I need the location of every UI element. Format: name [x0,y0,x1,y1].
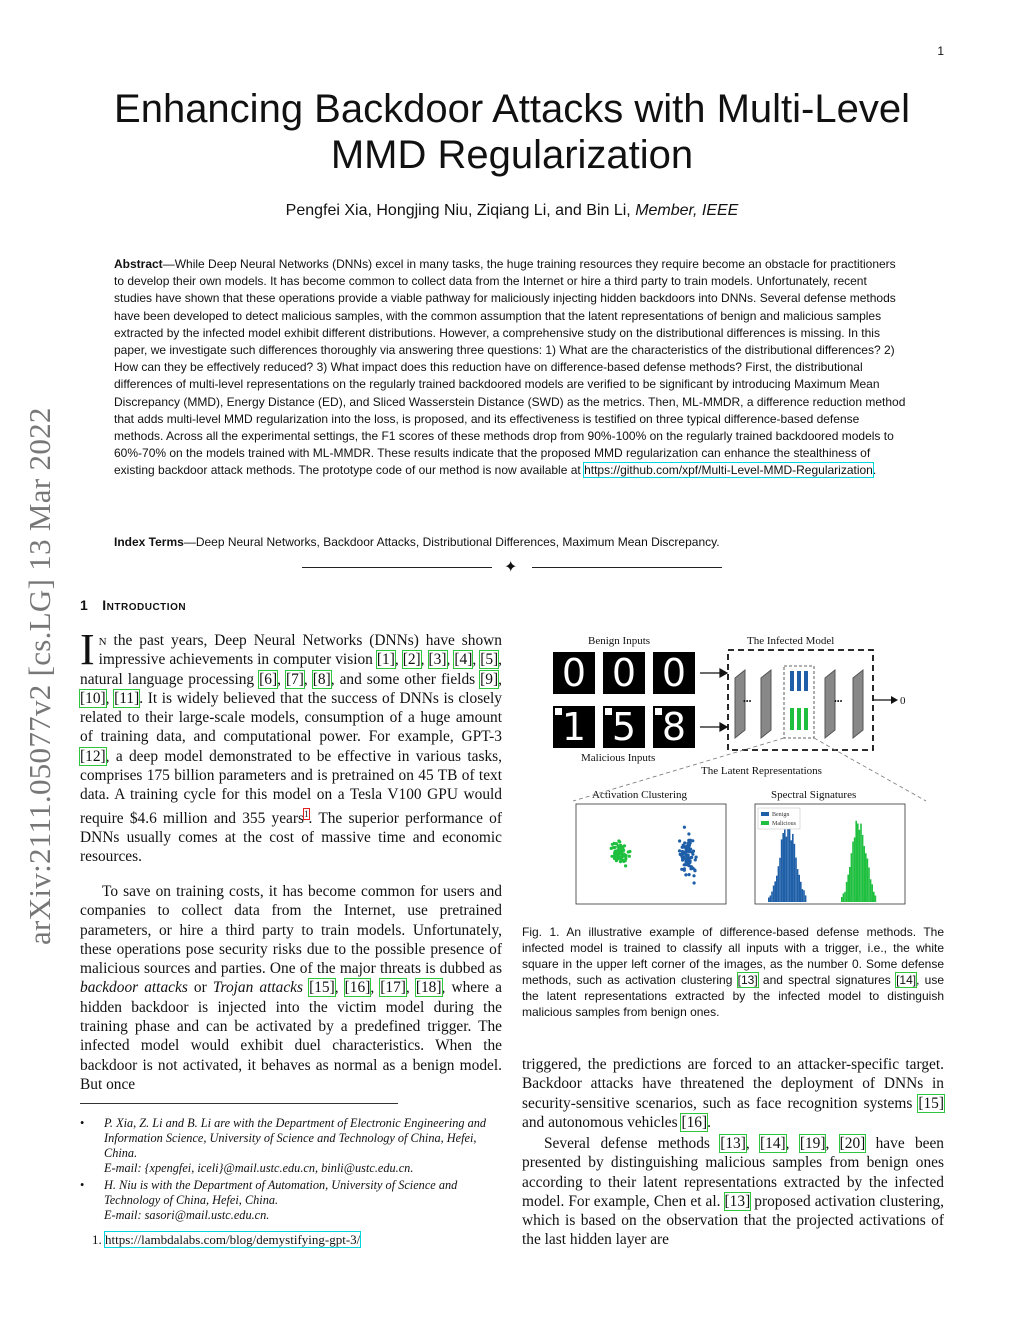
citation-link[interactable]: [11] [114,689,140,707]
latent-bar [797,671,801,691]
legend-swatch-benign [761,812,769,816]
histogram-bar [779,858,781,902]
scatter-point [617,848,620,851]
scatter-point [695,856,698,859]
trigger-square-icon [555,708,562,715]
citation-link[interactable]: [6] [259,670,278,688]
digit-glyph: 0 [561,651,587,695]
histogram-bar [781,839,783,902]
scatter-point [681,859,684,862]
scatter-point [684,873,687,876]
legend-swatch-malicious [761,821,769,825]
text-run: , [370,979,381,997]
scatter-point [689,856,692,859]
text-run: , [405,979,416,997]
text-run: , [825,1135,840,1152]
histogram-bar [776,876,778,902]
label-latent-representations: The Latent Representations [701,765,822,777]
histogram-bar [778,866,780,902]
latent-bars-benign [790,671,808,691]
citation-link[interactable]: [15] [918,1094,944,1112]
scatter-point [681,846,684,849]
scatter-point [694,858,697,861]
digit-glyph: 1 [561,705,587,749]
scatter-point [688,850,691,853]
title-line-1: Enhancing Backdoor Attacks with Multi-Level [114,87,910,131]
text-run: , [785,1135,800,1152]
separator-line-left [302,567,492,568]
text-run: . The superior performance of DNNs usually comes at the cost of massive time and economic resources. [80,809,502,866]
text-run: , [394,651,403,669]
scatter-point [688,873,691,876]
emphasis-term: backdoor attacks [80,979,188,997]
scatter-point [689,839,692,842]
histogram-bar [847,875,849,902]
histogram-bar [841,897,843,902]
intro-lead-word: n [98,632,107,649]
label-benign-inputs: Benign Inputs [588,635,651,647]
trigger-square-icon [605,708,612,715]
separator-star-icon: ✦ [504,559,518,576]
text-run: . It is widely believed that the success of DNNs is closely related to their large-scale models, consumption of a huge amount of training data, and computational power. For example, GPT-3 [80,689,502,746]
scatter-point [621,847,624,850]
text-run: . [707,1113,711,1131]
footnote-item [80,1116,504,1176]
histogram-bar [803,890,805,902]
author-list [80,202,944,220]
citation-link[interactable]: [19] [799,1135,826,1152]
citation-link[interactable]: [5] [480,651,499,669]
histogram-bar [774,881,776,902]
text-run: , and some other fields [330,670,481,688]
malicious-digit-grid [553,705,695,749]
text-run: To save on training costs, it has become common for users and companies to collect data from the Internet, use pretrained parameters, or hire a third party to train models. Unfortunately, these operations pose security risks due to the possible presence of malicious sources and parties. One of the major threats is dubbed as [80,883,502,978]
histogram-bar [795,858,797,902]
abstract-body: —While Deep Neural Networks (DNNs) excel in many tasks, the huge training resources they require become an obstacle for practitioners to develop their own models. It has become common to collect data from the Internet or hire a third party to train models. Unfortunately, recent studies have shown that these operations provide a viable pathway for maliciously injecting hidden backdoors into DNNs. Several defense methods have been developed to detect malicious samples, with the common assumption that the latent representations of benign and malicious samples extracted by the infected model exhibit different distributions. However, a comprehensive study on the distributional differences is missing. In this paper, we investigate such differences thoroughly via answering three questions: 1) What are the characteristics of the distributional differences? 2) How can they be effectively reduced? 3) What impact does this reduction have on difference-based defense methods? First, the distributional differences of multi-level representations on the regularly trained backdoored models are verified to be significant by introducing Maximum Mean Discrepancy (MMD), Energy Distance (ED), and Sliced Wasserstein Distance (SWD) as the metrics. Then, ML-MMDR, a difference reduction method that adds multi-level MMD regularization into the loss, is proposed, and its effectiveness is testified on three typical difference-based defense methods. Across all the experimental settings, the F1 scores of these methods drop from 90%-100% on the regularly trained backdoored models to 60%-70% on the models trained with ML-MMDR. These results indicate that the proposed MMD regularization can enhance the stealthiness of existing backdoor attack methods. The prototype code of our method is now available at [114,257,906,478]
intro-paragraph-2 [80,882,502,1094]
scatter-point [618,851,621,854]
histogram-bar [857,824,859,903]
histogram-bar [771,892,773,903]
text-run: Several defense methods [544,1135,721,1152]
scatter-point [628,855,631,858]
text-run: triggered, the predictions are forced to an attacker-specific target. Backdoor attacks have threatened the deployment of DNNs in security-sensitive scenarios, such as face recognition systems [522,1056,944,1112]
text-run: , [105,689,115,707]
footnote-email: E-mail: {xpengfei, iceli}@mail.ustc.edu.cn, binli@ustc.edu.cn. [104,1161,414,1175]
histogram-bar [851,853,853,902]
section-title: Introduction [102,597,187,613]
text-run: Fig. 1. An illustrative example of difference-based defense methods. The infected model is trained to classify all inputs with a trigger, i.e., the white square in the upper left corner of the images, as the number 0. Some defense methods, such as activation clustering [522,925,944,987]
text-run: and autonomous vehicles [522,1113,682,1131]
text-run: , [334,979,345,997]
histogram-bar [865,853,867,902]
citation-link[interactable]: [14] [896,972,917,987]
scatter-point [681,852,684,855]
separator-line-right [532,567,722,568]
scatter-point [690,865,693,868]
histogram-bar [792,834,794,902]
latent-bar [804,671,808,691]
citation-link[interactable]: [12] [80,747,106,765]
histogram-bar [871,884,873,902]
histogram-bar [786,837,788,902]
scatter-point [687,832,690,835]
abstract-label: Abstract [114,257,163,271]
latent-bar [797,708,801,730]
citation-link[interactable]: [13] [737,972,758,987]
scatter-point [678,839,681,842]
scatter-point [627,850,630,853]
benign-digit-grid [553,651,695,695]
histogram-bar [794,844,796,902]
arrow-head-icon [720,669,727,677]
scatter-point [693,869,696,872]
paper-title [80,86,944,178]
footnote-marker-link[interactable]: 1 [304,808,309,819]
citation-link[interactable]: [4] [454,651,473,669]
footnote-affiliation: P. Xia, Z. Li and B. Li are with the Department of Electronic Engineering and Information Science, University of Science and Technology of China, Hefei, China. [104,1116,487,1160]
input-arrows [700,669,727,731]
citation-link[interactable]: [18] [415,979,442,997]
digit-glyph: 5 [611,705,637,749]
digit-glyph: 0 [661,651,687,695]
ellipsis-icon: ••• [834,697,843,706]
index-terms [114,534,908,551]
layer-icon [761,670,771,738]
text-run: , [745,1135,761,1152]
scatter-point [619,860,622,863]
histogram-bar [873,892,875,902]
title-line-2: MMD Regularization [330,133,694,177]
author-names: Pengfei Xia, Hongjing Niu, Ziqiang Li, and Bin Li, [285,202,631,219]
figure-1-illustration [548,628,930,908]
histogram-bar [790,840,792,902]
scatter-point [614,854,617,857]
latent-bar [804,708,808,730]
scatter-point [610,855,613,858]
citation-link[interactable]: [17] [380,979,406,997]
arrow-head-icon [720,723,727,731]
scatter-point [692,874,695,877]
scatter-point [685,853,688,856]
scatter-point [617,839,620,842]
footnote-affiliation: H. Niu is with the Department of Automation, University of Science and Technology of China, Hefei, China. [104,1178,458,1207]
histogram-bar [798,875,800,902]
footnote-url-link[interactable]: https://lambdalabs.com/blog/demystifying-gpt-3/ [105,1232,361,1247]
citation-link[interactable]: [9] [480,670,499,688]
clustering-plot-frame [576,804,726,904]
citation-link[interactable]: [8] [312,670,331,688]
scatter-point [624,855,627,858]
code-repository-link[interactable]: https://github.com/xpf/Multi-Level-MMD-Regularization [584,463,873,478]
histogram-bar [773,886,775,903]
scatter-point [683,867,686,870]
citation-link[interactable]: [20] [839,1135,866,1152]
scatter-point [622,859,625,862]
scatter-point [678,849,681,852]
footnote-rule [80,1103,398,1104]
text-run: the past years, Deep Neural Networks (DNNs) have shown impressive achievements in computer vision [98,632,502,669]
scatter-point [693,881,696,884]
text-run: , a deep model demonstrated to be effective in various tasks, comprises 175 billion parameters and is pretrained on 45 TB of text data. A training cycle for this model on a Tesla V100 GPU would require $4.6 million and 355 years [80,747,502,827]
layer-icon [853,670,863,738]
histogram-bar [797,869,799,902]
trigger-square-icon [655,708,662,715]
histogram-bar [787,828,789,903]
text-run: , [498,670,502,688]
text-run: , natural language processing [80,651,503,688]
citation-link[interactable]: [16] [681,1113,708,1131]
histogram-legend [758,808,800,829]
histogram-bar [843,893,845,902]
citation-link[interactable]: [7] [285,670,304,688]
legend-label-malicious: Malicious [772,821,796,827]
label-malicious-inputs: Malicious Inputs [581,752,656,764]
citation-link[interactable]: [14] [760,1135,786,1152]
label-infected-model: The Infected Model [747,635,835,647]
right-paragraph-2 [522,1134,944,1250]
text-run: proposed activation clustering, which is based on the observation that the projected activations of the last hidden layer are [522,1192,945,1249]
scatter-point [684,845,687,848]
scatter-point [624,864,627,867]
scatter-point [685,863,688,866]
page-number: 1 [937,44,944,58]
section-separator [302,560,722,576]
text-run: , use the latent representations extracted by the infected model to distinguish malicious samples from benign ones. [522,972,945,1019]
histogram-bar [854,838,856,903]
histogram-bar [846,882,848,902]
citation-link[interactable]: [15] [309,979,335,997]
scatter-point [692,850,695,853]
histogram-bar [770,896,772,903]
footnote-email: E-mail: sasori@mail.ustc.edu.cn. [104,1208,270,1222]
digit-glyph: 8 [661,705,687,749]
citation-link[interactable]: [13] [720,1135,746,1152]
histogram-bar [875,896,877,903]
histogram-bar [805,895,807,902]
histogram-bar [855,821,857,902]
histogram-bar [862,835,864,902]
ellipsis-icon: ••• [743,697,752,706]
text-run: , [446,651,455,669]
latent-bar [790,671,794,691]
scatter-point [613,842,616,845]
text-run: , [277,670,286,688]
footnote-item [80,1178,504,1223]
citation-link[interactable]: [1] [376,651,395,669]
histogram-bar [802,889,804,902]
clustering-scatter [610,826,698,885]
index-terms-body: —Deep Neural Networks, Backdoor Attacks, Distributional Differences, Maximum Mean Discrepancy. [183,535,720,549]
histogram-bar [867,859,869,903]
histogram-bar [859,830,861,902]
text-run: have been presented by distinguishing malicious samples from benign ones according to their latent representations extracted by the infected model. For example, Chen et al. [522,1135,944,1210]
text-run: or [187,979,213,997]
latent-bar [790,708,794,730]
abstract-end: . [872,463,877,478]
citation-link[interactable]: [10] [80,689,106,707]
emphasis-term: Trojan attacks [212,979,303,997]
histogram-bar [868,868,870,903]
bullet-icon: • [80,1178,85,1192]
arxiv-identifier-stamp: arXiv:2111.05077v2 [cs.LG] 13 Mar 2022 [22,407,57,945]
scatter-point [623,844,626,847]
citation-link[interactable]: [13] [724,1192,751,1210]
histogram-bar [789,826,791,902]
latent-bars-malicious [790,708,808,730]
text-run: , where a hidden backdoor is injected into the victim model during the training phase and can be activated by a predefined trigger. The infected model would exhibit duel characteristics. When the backdoor is not activated, it behaves as normal as a benign model. But once [80,979,502,1093]
section-number: 1 [80,597,89,613]
citation-link[interactable]: [2] [402,651,421,669]
histogram-bar [863,846,865,902]
footnote-number: 1. [92,1232,102,1247]
text-run: , [303,670,313,688]
output-label: 0 [900,695,906,707]
text-run: and spectral signatures [757,972,897,987]
arrow-head-icon [891,696,898,704]
scatter-point [685,857,688,860]
scatter-point [617,844,620,847]
histogram-bar [860,824,862,902]
figure-caption [522,925,944,1020]
histogram-bar [849,867,851,902]
text-run: , [472,651,481,669]
scatter-point [617,857,620,860]
scatter-point [612,846,615,849]
label-activation-clustering: Activation Clustering [592,789,688,801]
digit-glyph: 0 [611,651,637,695]
right-paragraph-1 [522,1055,944,1132]
footnote-1 [92,1232,360,1248]
legend-label-benign: Benign [772,812,790,818]
histogram-bar [870,879,872,902]
intro-paragraph-1 [80,625,503,867]
index-terms-label: Index Terms [114,535,184,549]
histogram-bar [784,830,786,903]
spectral-histogram [768,821,876,902]
author-footnotes [80,1116,504,1225]
label-spectral-signatures: Spectral Signatures [771,789,857,801]
histogram-bar [852,842,854,902]
scatter-point [683,841,686,844]
citation-link[interactable]: [16] [344,979,371,997]
drop-cap: I [80,625,95,674]
scatter-point [683,826,686,829]
histogram-bar [782,833,784,902]
histogram-bar [800,882,802,902]
abstract [114,256,908,480]
histogram-bar [768,898,770,903]
text-run: , [420,651,429,669]
section-heading [80,597,186,613]
bullet-icon: • [80,1116,85,1130]
citation-link[interactable]: [3] [428,651,447,669]
histogram-bar [844,892,846,902]
scatter-point [688,844,691,847]
author-membership: Member, IEEE [635,202,739,219]
